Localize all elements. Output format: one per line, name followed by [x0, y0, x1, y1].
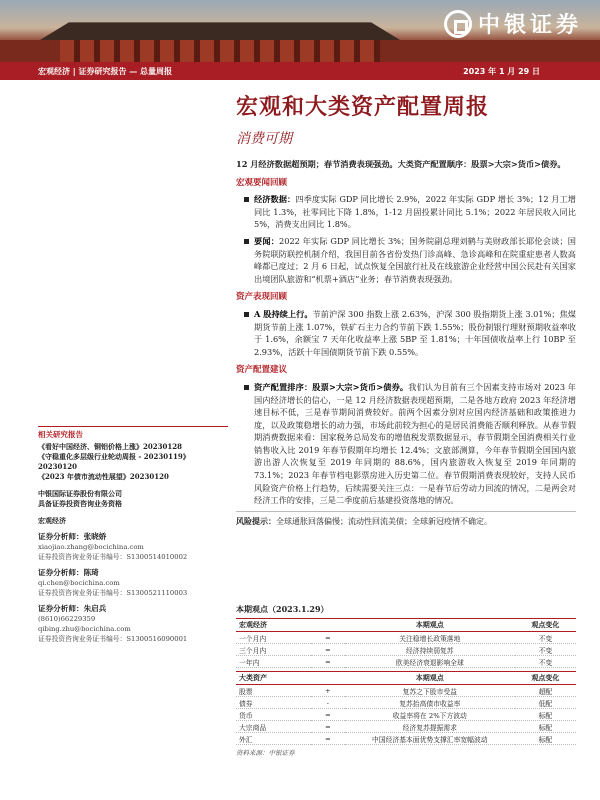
bullet-allocation: [236, 381, 576, 507]
table-row: [236, 709, 576, 721]
table-cell: 不变: [515, 656, 576, 668]
table-cell: 经济复苏提振需求: [345, 721, 515, 733]
bullet-text: 我们认为目前有三个因素支持市场对 2023 年国内经济增长的信心，一是 12 月经济数据表现超预期，二是各地方政府 2023 年经济增速目标不低，三是春节期间消费较好。前两个因素分别对应国内经济基础和政策推进力度，以及政策稳增长的动力强，市场此前较为担心的是居民消费能否顺利释放。从春节假期消费数据来看：国家税务总局发布的增值税发票数据显示，春节假期全国消费相关行业销售收入比 2019 年春节假期年均增长 12.4%；文旅部测算，今年春节假期全国国内旅游出游人次恢复至 2019 年同期的 88.6%，国内旅游收入恢复至 2019 年同期的 73.1%；2023 年春节档电影票房进入历史第二位。春节假期消费表现较好，支持人民币风险资产价格上行趋势，后续需要关注三点：一是春节后劳动力回流的情况，二是两会对经济工作的安排，三是二季度前后基建投资落地的情况。: [254, 381, 576, 506]
table-cell: =: [311, 632, 345, 644]
analyst-name: 张晓娇: [83, 532, 107, 541]
bullet-key: A 股持续上行。: [254, 308, 313, 319]
analyst-2: [38, 568, 228, 578]
report-meta-bar: [0, 62, 600, 80]
table-cell: +: [311, 685, 345, 697]
table-cell: 不变: [515, 632, 576, 644]
analyst-phone: (8610)66229359: [38, 615, 96, 623]
views-tables: [236, 604, 576, 757]
table-cell: =: [311, 656, 345, 668]
bullet-text: 节前沪深 300 指数上涨 2.63%，沪深 300 股指期货上涨 3.01%；焦煤期货节前上涨 1.07%，铁矿石主力合约节前下跌 1.55%；股份制银行理财预期收益率收于 1.6%，余额宝 7 天年化收益率上涨 5BP 至 1.81%；十年国债收益率上行 10BP 至 2.93%，活跃十年国债期货节前下跌 0.55%。: [254, 308, 576, 357]
bullet-economic-data: [236, 193, 576, 231]
section-heading-config: 资产配置建议: [236, 365, 288, 376]
lead-summary: 12 月经济数据超预期；春节消费表现强劲。大类资产配置顺序：股票>大宗>货币>债券。: [236, 159, 566, 169]
table-header: 本期观点: [345, 619, 515, 632]
table-header: 本期观点: [345, 672, 515, 685]
table-cell: 经济持续弱复苏: [345, 644, 515, 656]
table-cell: 货币: [236, 709, 311, 721]
report-date: 2023 年 1 月 29 日: [463, 66, 540, 76]
header-banner: [0, 0, 600, 62]
risk-warning: [236, 511, 576, 529]
table-cell: 复苏之下股市受益: [345, 685, 515, 697]
table-cell: 关注稳增长政策落地: [345, 632, 515, 644]
bank-logo-icon: [444, 10, 472, 38]
section-heading-review: 宏观要闻回顾: [236, 177, 288, 188]
bullet-key: 经济数据：: [254, 194, 296, 205]
logo-text: 中银证券: [477, 13, 582, 38]
bullet-news: [236, 235, 576, 285]
table-row: [236, 656, 576, 668]
table-row: [236, 632, 576, 644]
main-content: [236, 158, 576, 528]
analyst-role: 证券分析师：: [38, 604, 84, 613]
table-cell: 收益率将在 2%下方波动: [345, 709, 515, 721]
bullet-a-shares: [236, 308, 576, 358]
table-cell: 低配: [515, 697, 576, 709]
table-cell: =: [311, 721, 345, 733]
table-cell: 复苏抬高债市收益率: [345, 697, 515, 709]
sidebar: [38, 426, 228, 644]
table-cell: =: [311, 733, 345, 745]
analyst-cert: 证券投资咨询业务证书编号：S1300514010002: [38, 553, 188, 561]
macro-view-table: [236, 618, 576, 668]
risk-key: 风险提示：: [236, 515, 276, 526]
asset-view-table: [236, 671, 576, 745]
table-cell: 债券: [236, 697, 311, 709]
report-subtitle: 消费可期: [236, 131, 292, 147]
table-header: 宏观经济: [236, 619, 311, 632]
analyst-email[interactable]: xiaojiao.zhang@bocichina.com: [38, 543, 144, 551]
report-category: 宏观经济 | 证券研究报告 — 总量周报: [38, 66, 173, 76]
palace-columns-image: [60, 40, 380, 62]
table-header: [311, 672, 345, 685]
analyst-email[interactable]: qi.chen@bocichina.com: [38, 579, 120, 587]
table-cell: -: [311, 697, 345, 709]
table-cell: 欧美经济衰退影响全球: [345, 656, 515, 668]
analyst-role: 证券分析师：: [38, 532, 84, 541]
palace-roof-image: [40, 18, 400, 40]
analyst-cert: 证券投资咨询业务证书编号：S1300521110003: [38, 589, 188, 597]
sector-label: 宏观经济: [38, 516, 66, 525]
table-row: [236, 685, 576, 697]
table-header: 观点变化: [515, 672, 576, 685]
analyst-role: 证券分析师：: [38, 568, 84, 577]
source-note: 资料来源：中银证券: [236, 749, 295, 757]
table-cell: 三个月内: [236, 644, 311, 656]
company-name: 中银国际证券股份有限公司: [38, 489, 122, 498]
table-cell: 不变: [515, 644, 576, 656]
analyst-name: 朱启兵: [83, 604, 107, 613]
bullet-key: 要闻：: [254, 235, 280, 246]
table-cell: 标配: [515, 709, 576, 721]
table-cell: 标配: [515, 721, 576, 733]
table-row: [236, 644, 576, 656]
table-cell: 一年内: [236, 656, 311, 668]
bullet-key: 资产配置排序：股票>大宗>货币>债券。: [254, 381, 409, 392]
analyst-3: [38, 604, 228, 614]
company-logo: [444, 8, 582, 39]
table-cell: =: [311, 644, 345, 656]
risk-text: 全球通胀回落偏慢；流动性回流美债；全球新冠疫情不确定。: [276, 516, 492, 526]
analyst-1: [38, 532, 228, 542]
table-caption: 本期观点（2023.1.29）: [236, 604, 329, 614]
analyst-cert: 证券投资咨询业务证书编号：S1300516090001: [38, 635, 188, 643]
bullet-text: 2022 年实际 GDP 同比增长 3%；国务院副总理刘鹤与美财政部长耶伦会谈；国务院联防联控机制介绍，我国目前各省份发热门诊高峰、急诊高峰和在院重症患者人数高峰都已度过；2 月 6 日起，试点恢复全国旅行社及在线旅游企业经营中国公民赴有关国家出境团队旅游和“机票+酒店”业务；春节消费表现强劲。: [254, 235, 576, 284]
table-cell: 外汇: [236, 733, 311, 745]
related-report-item[interactable]: 《看好中国经济、铜铝价格上涨》20230128: [38, 442, 182, 451]
table-cell: 大宗商品: [236, 721, 311, 733]
bullet-text: 四季度实际 GDP 同比增长 2.9%，2022 年实际 GDP 增长 3%；12 月工增同比 1.3%，社零同比下降 1.8%，1-12 月固投累计同比 5.1%；2022 年居民收入同比 5%，消费支出同比 1.8%。: [254, 194, 576, 230]
table-row: [236, 733, 576, 745]
table-cell: 股票: [236, 685, 311, 697]
company-qualification: 具备证券投资咨询业务资格: [38, 499, 122, 508]
table-row: [236, 721, 576, 733]
table-header: [311, 619, 345, 632]
analyst-name: 陈琦: [83, 568, 99, 577]
table-header: 大类资产: [236, 672, 311, 685]
table-header: 观点变化: [515, 619, 576, 632]
analyst-email[interactable]: qibing.zhu@bocichina.com: [38, 625, 131, 633]
related-reports-heading: 相关研究报告: [38, 426, 228, 440]
table-cell: 一个月内: [236, 632, 311, 644]
related-report-item[interactable]: 《守稳重化多层级行业轮动周报 - 20230119》20230120: [38, 452, 190, 471]
table-cell: 超配: [515, 685, 576, 697]
section-heading-asset: 资产表现回顾: [236, 292, 288, 303]
related-report-item[interactable]: 《2023 年债市流动性展望》20230120: [38, 472, 169, 481]
report-title: 宏观和大类资产配置周报: [236, 95, 490, 120]
table-cell: =: [311, 709, 345, 721]
table-cell: 中国经济基本面优势支撑汇率宽幅波动: [345, 733, 515, 745]
table-cell: 标配: [515, 733, 576, 745]
table-row: [236, 697, 576, 709]
